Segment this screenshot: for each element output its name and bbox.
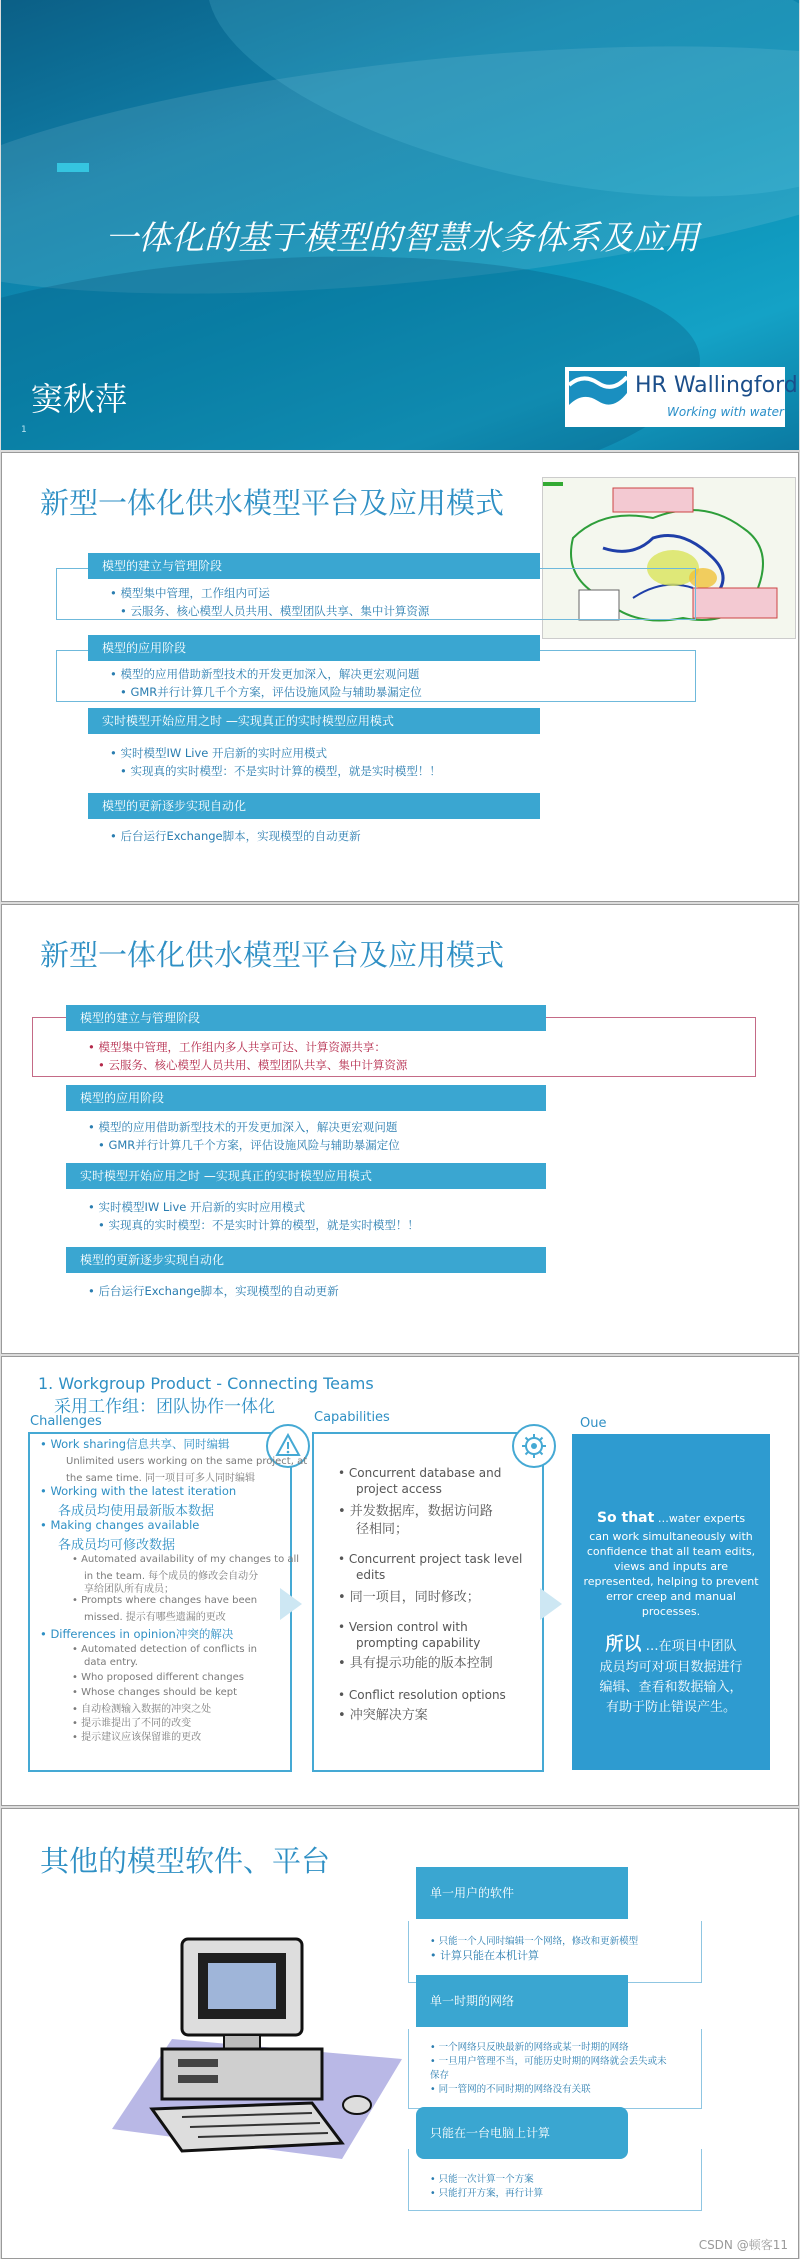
capability-item: prompting capability	[356, 1636, 481, 1650]
capability-item-cn: • 冲突解决方案	[338, 1708, 428, 1723]
challenge-detail: • Automated availability of my changes to all	[72, 1554, 300, 1565]
capability-item: • Conflict resolution options	[338, 1688, 506, 1702]
challenge-detail: in the team. 每个成员的修改会自动分	[84, 1571, 259, 1582]
capability-item-cn: • 具有提示功能的版本控制	[338, 1656, 493, 1671]
info-box-header: 单一用户的软件	[416, 1867, 628, 1919]
info-box-line: • 一旦用户管理不当，可能历史时期的网络就会丢失或未	[430, 2056, 667, 2067]
challenge-detail: the same time. 同一项目可多人同时编辑	[66, 1473, 255, 1484]
section-header: 模型的应用阶段	[66, 1085, 546, 1111]
section-header: 实时模型开始应用之时 —实现真正的实时模型应用模式	[66, 1163, 546, 1189]
accent-bar	[57, 163, 89, 172]
outcome-heading: Oue	[580, 1416, 607, 1431]
outcome-line-cn	[572, 1630, 770, 1656]
slide-title: 其他的模型软件、平台	[40, 1844, 331, 1878]
challenge-detail: • Whose changes should be kept	[72, 1687, 237, 1698]
section-header: 模型的建立与管理阶段	[66, 1005, 546, 1031]
challenge-item: • Differences in opinion冲突的解决	[40, 1627, 234, 1641]
page-number: 1	[21, 425, 27, 435]
gear-icon	[512, 1424, 556, 1468]
info-box-line: • 一个网络只反映最新的网络或某一时期的网络	[430, 2042, 629, 2053]
challenge-detail: Unlimited users working on the same project, at	[66, 1456, 308, 1467]
so-that-label: So that	[596, 1510, 655, 1526]
outcome-line-cn: 有助于防止错误产生。	[605, 1700, 736, 1715]
outcome-line: error creep and manual	[606, 1590, 736, 1603]
so-label-cn: 所以	[605, 1634, 642, 1655]
watermark: CSDN @顿客11	[698, 2238, 788, 2252]
outcome-line: confidence that all team edits,	[586, 1545, 756, 1558]
info-box-line: 保存	[430, 2070, 450, 2081]
challenge-detail: • 提示谁提出了不同的改变	[72, 1718, 192, 1729]
outcome-text-cn: …在项目中团队	[645, 1639, 737, 1654]
challenge-detail: • Automated detection of conflicts in	[72, 1644, 257, 1655]
workgroup-heading-en: 1. Workgroup Product - Connecting Teams	[38, 1374, 374, 1393]
section-line: • 模型集中管理，工作组内多人共享可达、计算资源共享：	[88, 1040, 386, 1054]
capability-item: project access	[356, 1482, 442, 1496]
section-line: • GMR并行计算几千个方案，评估设施风险与辅助暴漏定位	[120, 685, 422, 699]
company-logo	[565, 367, 798, 427]
capability-item: • Concurrent project task level	[338, 1552, 523, 1566]
info-box-header: 只能在一台电脑上计算	[416, 2107, 628, 2159]
slide-platform-text	[1, 904, 799, 1354]
outcome-line: views and inputs are	[613, 1560, 729, 1573]
capability-item: • Concurrent database and	[338, 1466, 502, 1480]
section-line: • 实时模型IW Live 开启新的实时应用模式	[110, 746, 327, 760]
outcome-text: …water experts	[657, 1512, 746, 1525]
arrow-right-icon	[280, 1588, 302, 1620]
logo-name: HR Wallingford	[635, 373, 798, 398]
capability-item: • Version control with	[338, 1620, 468, 1634]
slide-other-software	[1, 1808, 799, 2259]
capabilities-heading: Capabilities	[314, 1410, 390, 1425]
outcome-panel	[572, 1434, 770, 1770]
challenge-detail: data entry.	[84, 1657, 138, 1668]
section-line: • 后台运行Exchange脚本，实现模型的自动更新	[88, 1284, 339, 1298]
slide-title: 一体化的基于模型的智慧水务体系及应用	[105, 218, 699, 257]
section-line: • 实现真的实时模型：不是实时计算的模型，就是实时模型！！	[98, 1218, 419, 1232]
challenge-item-cn: 各成员均使用最新版本数据	[58, 1504, 215, 1519]
info-box-line: • 只能一次计算一个方案	[430, 2174, 534, 2185]
section-line: • 模型的应用借助新型技术的开发更加深入，解决更宏观问题	[110, 667, 420, 681]
info-box-line: • 只能打开方案，再行计算	[430, 2188, 544, 2199]
section-line: • 后台运行Exchange脚本，实现模型的自动更新	[110, 829, 361, 843]
section-line: • 模型集中管理，工作组内可运	[110, 586, 270, 600]
section-header: 模型的应用阶段	[88, 635, 540, 661]
info-box-line: • 同一管网的不同时期的网络没有关联	[430, 2084, 591, 2095]
section-header: 模型的更新逐步实现自动化	[66, 1247, 546, 1273]
challenge-detail: missed. 提示有哪些遗漏的更改	[84, 1612, 226, 1623]
author-name: 窦秋萍	[31, 380, 128, 418]
section-line: • GMR并行计算几千个方案，评估设施风险与辅助暴漏定位	[98, 1138, 400, 1152]
section-line: • 实时模型IW Live 开启新的实时应用模式	[88, 1200, 305, 1214]
challenge-detail: • 自动检测输入数据的冲突之处	[72, 1704, 212, 1715]
section-header: 模型的更新逐步实现自动化	[88, 793, 540, 819]
outcome-line-cn: 成员均可对项目数据进行	[599, 1660, 743, 1675]
outcome-line	[572, 1510, 770, 1526]
outcome-line-cn: 编辑、查看和数据输入，	[599, 1680, 743, 1695]
computer-clipart	[112, 1919, 402, 2169]
workgroup-heading-cn: 采用工作组：团队协作一体化	[54, 1397, 275, 1417]
capability-item-cn: • 并发数据库，数据访问路	[338, 1504, 493, 1519]
logo-tagline: Working with water	[667, 405, 784, 419]
challenge-detail: • Who proposed different changes	[72, 1672, 244, 1683]
slide-title: 新型一体化供水模型平台及应用模式	[40, 486, 505, 520]
capability-item: edits	[356, 1568, 386, 1582]
section-line: • 云服务、核心模型人员共用、模型团队共享、集中计算资源	[120, 604, 430, 618]
section-line: • 云服务、核心模型人员共用、模型团队共享、集中计算资源	[98, 1058, 408, 1072]
challenges-heading: Challenges	[30, 1414, 102, 1429]
arrow-right-icon	[540, 1588, 562, 1620]
challenge-item: • Work sharing信息共享、同时编辑	[40, 1437, 230, 1451]
logo-mark-icon	[569, 371, 627, 423]
section-line: • 实现真的实时模型：不是实时计算的模型，就是实时模型！！	[120, 764, 441, 778]
section-header: 模型的建立与管理阶段	[88, 553, 540, 579]
outcome-line: represented, helping to prevent	[583, 1575, 759, 1588]
info-box-line: • 计算只能在本机计算	[430, 1949, 539, 1962]
slide-platform-map	[1, 452, 799, 902]
capability-item-cn: • 同一项目，同时修改；	[338, 1590, 480, 1605]
challenge-detail: • Prompts where changes have been	[72, 1595, 258, 1606]
capability-item-cn: 径相同；	[356, 1522, 409, 1537]
title-slide	[1, 0, 799, 450]
challenge-item: • Working with the latest iteration	[40, 1484, 237, 1498]
challenge-item: • Making changes available	[40, 1518, 200, 1532]
section-header: 实时模型开始应用之时 —实现真正的实时模型应用模式	[88, 708, 540, 734]
challenge-detail: 享给团队所有成员；	[84, 1584, 174, 1595]
outcome-line: processes.	[641, 1605, 701, 1618]
outcome-line: can work simultaneously with	[589, 1530, 753, 1543]
info-box-line: • 只能一个人同时编辑一个网络，修改和更新模型	[430, 1936, 639, 1947]
info-box-header: 单一时期的网络	[416, 1975, 628, 2027]
slide-title: 新型一体化供水模型平台及应用模式	[40, 938, 505, 972]
challenge-item-cn: 各成员均可修改数据	[58, 1538, 176, 1553]
challenge-detail: • 提示建议应该保留谁的更改	[72, 1732, 202, 1743]
section-line: • 模型的应用借助新型技术的开发更加深入，解决更宏观问题	[88, 1120, 398, 1134]
